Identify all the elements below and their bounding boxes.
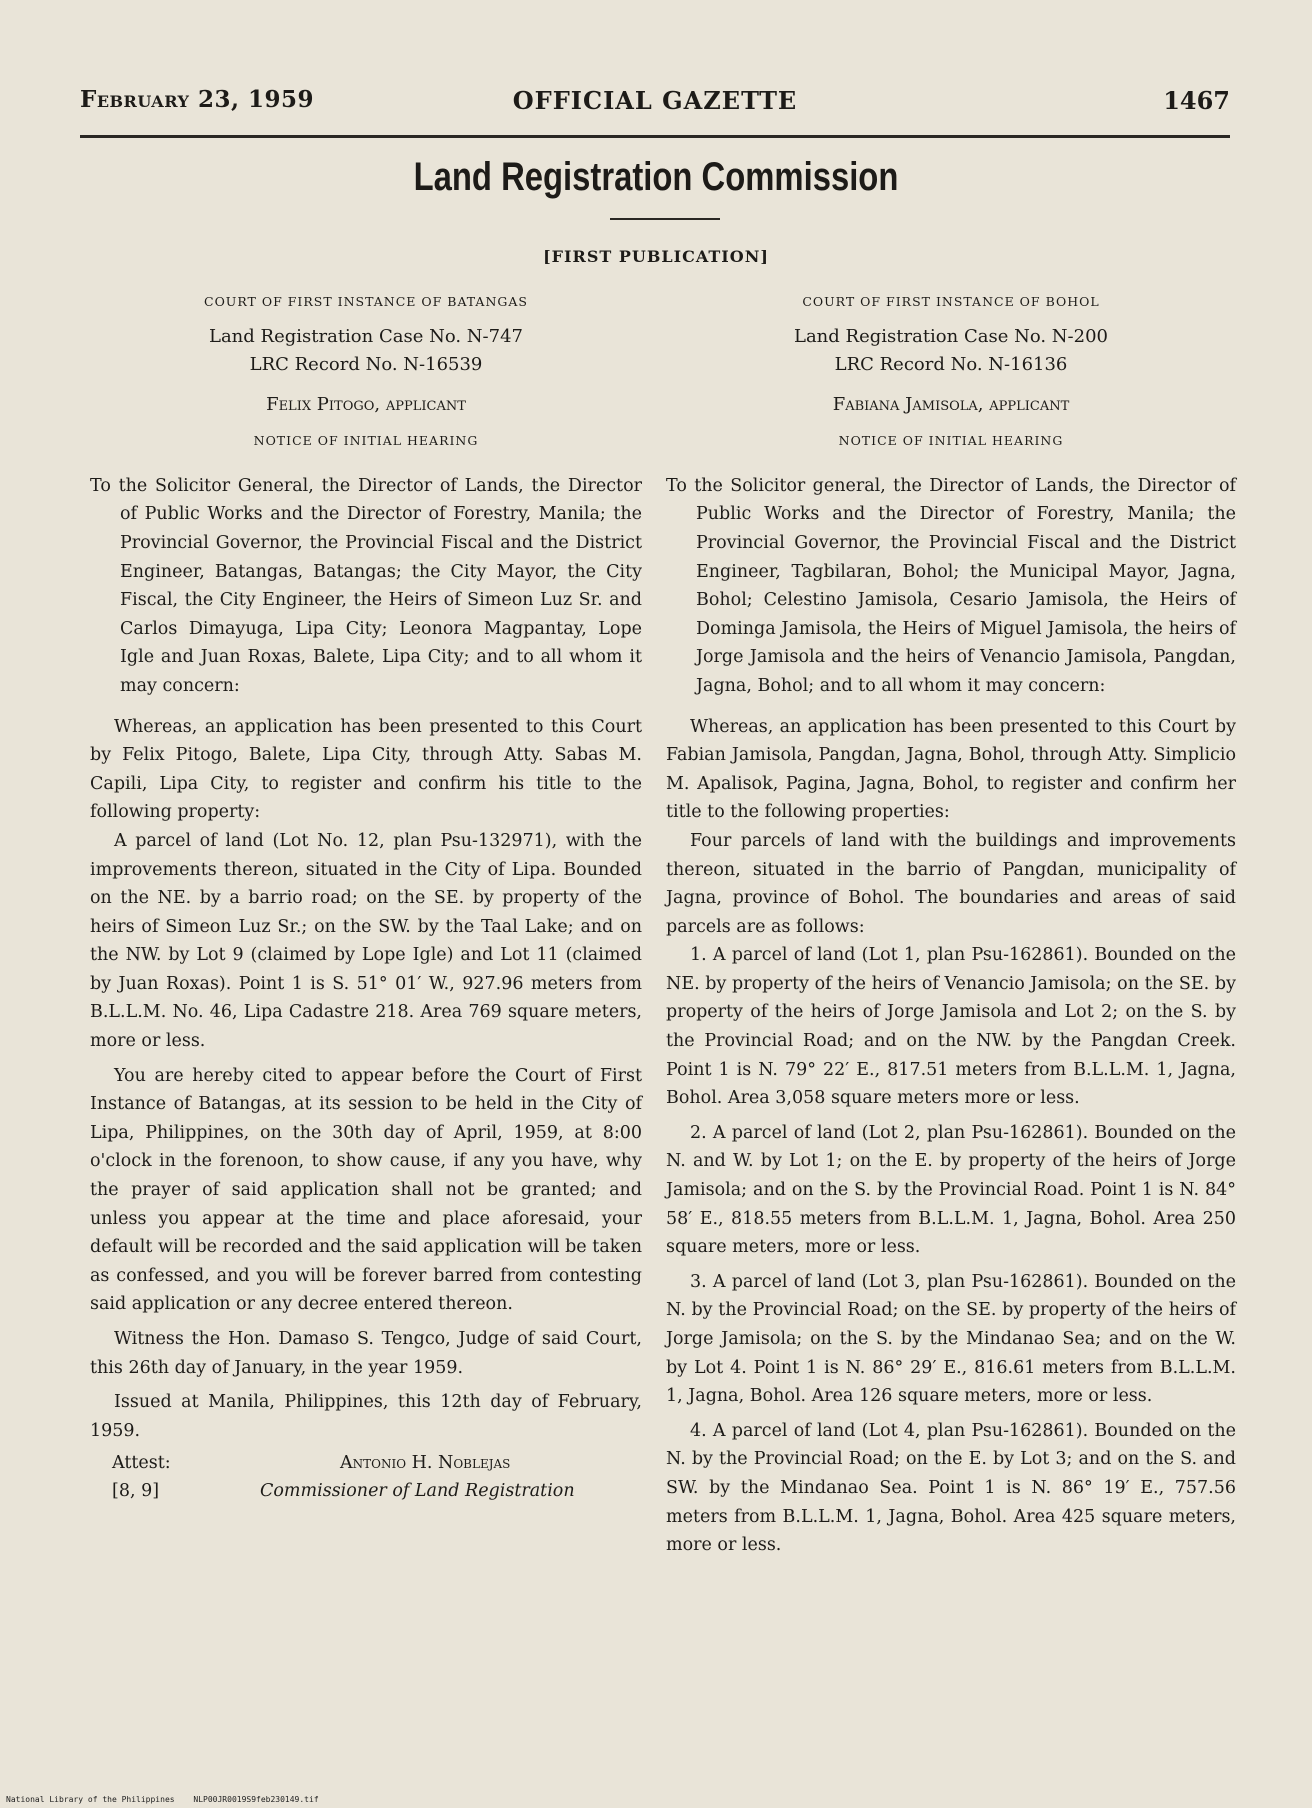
right-whereas: Whereas, an application has been presented to this Court by Fabian Jamisola, Pangdan, Jagna, Bohol, through Atty. Simplicio M. Apalisok, Pagina, Jagna, Bohol, to register and confirm her title to the following properties:	[666, 716, 1236, 823]
issue-date: February 23, 1959	[80, 86, 314, 113]
right-notice-heading: NOTICE OF INITIAL HEARING	[838, 433, 1064, 449]
right-parcel-4: 4. A parcel of land (Lot 4, plan Psu-162861). Bounded on the N. by the Provincial Road; on the E. by Lot 3; and on the S. and SW. by the Mindanao Sea. Point 1 is N. 86° 19′ E., 757.56 meters from B.L.L.M. 1, Jagna, Bohol. Area 425 square meters, more or less.	[666, 1420, 1236, 1556]
left-parcel: A parcel of land (Lot No. 12, plan Psu-132971), with the improvements thereon, situated in the City of Lipa. Bounded on the NE. by a barrio road; on the SE. by property of the heirs of Simeon Luz Sr.; on the SW. by the Taal Lake; and on the NW. by Lot 9 (claimed by Lope Igle) and Lot 11 (claimed by Juan Roxas). Point 1 is S. 51° 01′ W., 927.96 meters from B.L.L.M. No. 46, Lipa Cadastre 218. Area 769 square meters, more or less.	[90, 830, 642, 1052]
title-rule	[610, 218, 720, 220]
gazette-title: OFFICIAL GAZETTE	[512, 86, 798, 115]
right-lrc-record: LRC Record No. N-16136	[834, 353, 1068, 375]
right-parcel-1: 1. A parcel of land (Lot 1, plan Psu-162861). Bounded on the NE. by property of the heirs of Venancio Jamisola; on the SE. by property of the heirs of Jorge Jamisola and Lot 2; on the S. by the Provincial Road; and on the NW. by the Pangdan Creek. Point 1 is N. 79° 22′ E., 817.51 meters from B.L.L.M. 1, Jagna, Bohol. Area 3,058 square meters more or less.	[666, 945, 1236, 1109]
signer-title: Commissioner of Land Registration	[260, 1481, 575, 1502]
left-applicant: Felix Pitogo, applicant	[266, 393, 466, 415]
scan-footer	[6, 1795, 333, 1804]
left-issued: Issued at Manila, Philippines, this 12th day of February, 1959.	[90, 1392, 642, 1441]
page-header	[80, 86, 1230, 126]
left-column	[90, 288, 642, 1505]
issue-reference: [8, 9]	[112, 1481, 160, 1502]
left-citation: You are hereby cited to appear before the Court of First Instance of Batangas, at its session to be held in the City of Lipa, Philippines, on the 30th day of April, 1959, at 8:00 o'clock in the forenoon, to show cause, if any you have, why the prayer of said application shall not be granted; and unless you appear at the time and place aforesaid, your default will be recorded and the said application will be taken as confessed, and you will be forever barred from contesting said application or any decree entered thereon.	[90, 1065, 642, 1315]
right-case-number: Land Registration Case No. N-200	[794, 325, 1108, 347]
left-case-number: Land Registration Case No. N-747	[209, 325, 523, 347]
left-whereas: Whereas, an application has been presented to this Court by Felix Pitogo, Balete, Lipa City, through Atty. Sabas M. Capili, Lipa City, to register and confirm his title to the following property:	[90, 716, 642, 823]
footer-file: NLP00JR0019S9feb230149.tif	[193, 1795, 319, 1804]
section-title: Land Registration Commission	[413, 155, 899, 199]
attestation	[90, 1449, 642, 1505]
page-number: 1467	[1163, 86, 1230, 115]
left-witness: Witness the Hon. Damaso S. Tengco, Judge of said Court, this 26th day of January, in the year 1959.	[90, 1329, 642, 1378]
right-applicant: Fabiana Jamisola, applicant	[832, 393, 1070, 415]
right-addressees: To the Solicitor general, the Director of Lands, the Director of Public Works and the Director of Forestry, Manila; the Provincial Governor, the Provincial Fiscal and the District Engineer, Tagbilaran, Bohol; the Municipal Mayor, Jagna, Bohol; Celestino Jamisola, Cesario Jamisola, the Heirs of Dominga Jamisola, the Heirs of Miguel Jamisola, the heirs of Jorge Jamisola and the heirs of Venancio Jamisola, Pangdan, Jagna, Bohol; and to all whom it may concern:	[666, 475, 1236, 696]
publication-label: [FIRST PUBLICATION]	[543, 247, 769, 266]
attest-label: Attest:	[112, 1453, 171, 1474]
right-four-parcels: Four parcels of land with the buildings and improvements thereon, situated in the barrio of Pangdan, municipality of Jagna, province of Bohol. The boundaries and areas of said parcels are as follows:	[666, 830, 1236, 937]
left-notice-heading: NOTICE OF INITIAL HEARING	[253, 433, 479, 449]
right-court: COURT OF FIRST INSTANCE OF BOHOL	[802, 294, 1100, 309]
right-parcel-3: 3. A parcel of land (Lot 3, plan Psu-162861). Bounded on the N. by the Provincial Road; on the SE. by property of the heirs of Jorge Jamisola; on the S. by the Mindanao Sea; and on the W. by Lot 4. Point 1 is N. 86° 29′ E., 816.61 meters from B.L.L.M. 1, Jagna, Bohol. Area 126 square meters, more or less.	[666, 1271, 1236, 1407]
left-addressees: To the Solicitor General, the Director of Lands, the Director of Public Works and the Director of Forestry, Manila; the Provincial Governor, the Provincial Fiscal and the District Engineer, Batangas, Batangas; the City Mayor, the City Fiscal, the City Engineer, the Heirs of Simeon Luz Sr. and Carlos Dimayuga, Lipa City; Leonora Magpantay, Lope Igle and Juan Roxas, Balete, Lipa City; and to all whom it may concern:	[90, 475, 642, 696]
signer-name: Antonio H. Noblejas	[340, 1453, 511, 1474]
right-parcel-2: 2. A parcel of land (Lot 2, plan Psu-162861). Bounded on the N. and W. by Lot 1; on the E. by property of the heirs of Jorge Jamisola; and on the S. by the Provincial Road. Point 1 is N. 84° 58′ E., 818.55 meters from B.L.L.M. 1, Jagna, Bohol. Area 250 square meters, more or less.	[666, 1122, 1236, 1258]
left-lrc-record: LRC Record No. N-16539	[249, 353, 483, 375]
footer-library: National Library of the Philippines	[6, 1795, 175, 1804]
left-court: COURT OF FIRST INSTANCE OF BATANGAS	[204, 294, 528, 309]
header-rule	[80, 135, 1230, 138]
right-column	[666, 288, 1236, 1560]
